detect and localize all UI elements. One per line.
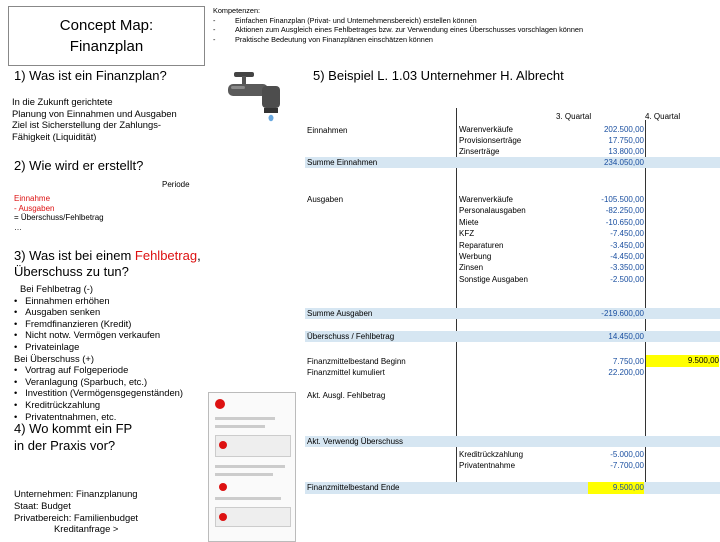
einnahmen-item: Provisionserträge bbox=[459, 136, 522, 145]
title-line1: Concept Map: bbox=[59, 17, 154, 34]
ausgaben-item: Werbung bbox=[459, 252, 492, 262]
fehl-item: • Ausgaben senken bbox=[14, 306, 101, 318]
section2-heading: 2) Wie wird er erstellt? bbox=[14, 158, 144, 173]
title-line2: Finanzplan bbox=[69, 38, 144, 55]
verwendg-value: -5.000,00 bbox=[610, 450, 644, 459]
ausgaben-value: -105.500,00 bbox=[601, 195, 644, 204]
ueberschuss-label: Überschuss / Fehlbetrag bbox=[307, 332, 395, 341]
summe-einnahmen-label: Summe Einnahmen bbox=[307, 158, 378, 167]
fehl-item: • Einnahmen erhöhen bbox=[14, 294, 110, 306]
ueber-item: • Kreditrückzahlung bbox=[14, 398, 101, 410]
faucet-icon bbox=[226, 68, 284, 122]
budget-app-screenshot bbox=[208, 392, 296, 542]
section4-line: Unternehmen: Finanzplanung bbox=[14, 488, 138, 499]
fehl-item: • Fremdfinanzieren (Kredit) bbox=[14, 317, 132, 329]
section4-link[interactable]: Kreditanfrage > bbox=[54, 523, 119, 535]
section2-formula bbox=[14, 194, 104, 232]
section4-heading bbox=[14, 420, 132, 454]
title-box bbox=[8, 6, 205, 66]
einnahmen-value: 13.800,00 bbox=[608, 147, 644, 156]
section3-heading-a: 3) Was ist bei einem bbox=[14, 248, 135, 263]
section1-text bbox=[12, 96, 177, 142]
kompetenz-item: Praktische Bedeutung von Finanzplänen einschätzen können bbox=[235, 34, 433, 44]
ueber-item: • Vortrag auf Folgeperiode bbox=[14, 364, 129, 376]
formula-line bbox=[14, 213, 104, 223]
formula-line: - Ausgaben bbox=[14, 203, 55, 213]
ueber-item: • Investition (Vermögensgegenständen) bbox=[14, 387, 184, 399]
ausgaben-values bbox=[584, 194, 644, 285]
einnahmen-item: Zinserträge bbox=[459, 147, 500, 156]
section4-line: Privatbereich: Familienbudget bbox=[14, 511, 139, 523]
col-q4-header: 4. Quartal bbox=[645, 112, 681, 121]
section3-heading-line2: Überschuss zu tun? bbox=[14, 264, 129, 279]
summe-ausgaben-label: Summe Ausgaben bbox=[307, 309, 373, 318]
ausgaben-item: Personalausgaben bbox=[459, 206, 526, 216]
ueber-item: • Privatentnahmen, etc. bbox=[14, 410, 117, 422]
col-q3-header: 3. Quartal bbox=[556, 112, 592, 121]
section5-heading: 5) Beispiel L. 1.03 Unternehmer H. Albrecht bbox=[313, 68, 564, 83]
finanzmittel-kumuliert-label: Finanzmittel kumuliert bbox=[307, 368, 385, 377]
section1-heading: 1) Was ist ein Finanzplan? bbox=[14, 68, 167, 83]
einnahmen-value: 17.750,00 bbox=[608, 136, 644, 145]
finanzmittel-beginn-value: 7.750,00 bbox=[612, 357, 644, 366]
ausgaben-value: -3.450,00 bbox=[610, 240, 644, 250]
einnahmen-label: Einnahmen bbox=[307, 126, 348, 135]
ausgaben-label: Ausgaben bbox=[307, 195, 344, 204]
verwendg-value: -7.700,00 bbox=[610, 461, 644, 470]
section4-text bbox=[14, 488, 138, 535]
formula-result: = Überschuss/Fehlbetrag bbox=[14, 213, 104, 222]
ueberschuss-value: 14.450,00 bbox=[608, 332, 644, 341]
einnahmen-items bbox=[459, 124, 521, 157]
ende-value: 9.500,00 bbox=[588, 482, 644, 494]
finanzmittel-values bbox=[584, 356, 644, 378]
section4-line: Staat: Budget bbox=[14, 499, 71, 511]
ueber-item: • Veranlagung (Sparbuch, etc.) bbox=[14, 375, 148, 387]
ausgaben-items bbox=[459, 194, 528, 285]
section1-line: In die Zukunft gerichtete bbox=[12, 96, 113, 107]
ausgaben-item: Reparaturen bbox=[459, 240, 504, 250]
ende-label: Finanzmittelbestand Ende bbox=[307, 483, 400, 492]
finanzmittel-labels bbox=[307, 356, 406, 378]
verwendg-values bbox=[584, 449, 644, 471]
formula-line: … bbox=[14, 222, 22, 232]
einnahmen-item: Warenverkäufe bbox=[459, 125, 513, 134]
section3-heading bbox=[14, 248, 201, 280]
periode-label: Periode bbox=[162, 180, 190, 189]
kompetenzen-heading: Kompetenzen: bbox=[213, 6, 261, 15]
q4-beginn-value: 9.500,00 bbox=[646, 355, 719, 367]
ausgaben-value: -2.500,00 bbox=[610, 274, 644, 284]
section3-heading-red: Fehlbetrag bbox=[134, 248, 198, 263]
ausgaben-item: Warenverkäufe bbox=[459, 195, 513, 204]
ausgaben-value: -3.350,00 bbox=[610, 263, 644, 273]
ausgaben-item: Miete bbox=[459, 217, 479, 227]
section1-line: Fähigkeit (Liquidität) bbox=[12, 130, 97, 142]
einnahmen-values bbox=[584, 124, 644, 157]
summe-ausgaben-value: -219.600,00 bbox=[601, 309, 644, 318]
section3-lists bbox=[14, 283, 183, 422]
finanzmittel-kumuliert-value: 22.200,00 bbox=[608, 368, 644, 377]
kompetenz-item: Aktionen zum Ausgleich eines Fehlbetrages bzw. zur Verwendung eines Überschusses vorschlagen können bbox=[235, 25, 584, 34]
formula-line: Einnahme bbox=[14, 194, 51, 203]
section3-heading-b: , bbox=[197, 248, 201, 263]
section4-heading-line1: 4) Wo kommt ein FP bbox=[14, 421, 133, 436]
verwendg-item: Kreditrückzahlung bbox=[459, 450, 524, 459]
fehlbetrag-title: Bei Fehlbetrag (-) bbox=[20, 283, 93, 294]
section1-line: Planung von Einnahmen und Ausgaben bbox=[12, 107, 177, 119]
kompetenz-item: Einfachen Finanzplan (Privat- und Unternehmensbereich) erstellen können bbox=[235, 15, 477, 25]
ausgaben-value: -82.250,00 bbox=[605, 206, 644, 216]
summe-einnahmen-value: 234.050,00 bbox=[603, 158, 644, 167]
verwendg-items bbox=[459, 449, 523, 471]
ausgaben-item: Sonstige Ausgaben bbox=[459, 274, 528, 284]
ausgaben-value: -10.650,00 bbox=[605, 217, 644, 227]
ausgaben-value: -4.450,00 bbox=[610, 252, 644, 262]
ausgaben-item: KFZ bbox=[459, 229, 475, 239]
kompetenzen: Kompetenzen: - Einfachen Finanzplan (Privat- und Unternehmensbereich) erstellen können - Aktionen zum Ausgleich eines Fehlbetrages bzw. zur Verwendung eines Überschusses vorschlagen können - Praktische Bedeutung von Finanzplänen einschätzen können bbox=[213, 6, 584, 44]
ausgaben-item: Zinsen bbox=[459, 263, 484, 273]
finanzmittel-beginn-label: Finanzmittelbestand Beginn bbox=[307, 357, 406, 366]
section1-line: Ziel ist Sicherstellung der Zahlungs- bbox=[12, 119, 162, 131]
akt-verwendg-label: Akt. Verwendg Überschuss bbox=[307, 437, 404, 446]
akt-ausgl-label: Akt. Ausgl. Fehlbetrag bbox=[307, 391, 386, 400]
fehl-item: • Privateinlage bbox=[14, 340, 80, 352]
ausgaben-value: -7.450,00 bbox=[610, 229, 644, 239]
einnahmen-value: 202.500,00 bbox=[603, 125, 644, 134]
app-logo-icon bbox=[215, 399, 225, 409]
ueberschuss-title: Bei Überschuss (+) bbox=[14, 352, 94, 364]
verwendg-item: Privatentnahme bbox=[459, 461, 516, 470]
fehl-item: • Nicht notw. Vermögen verkaufen bbox=[14, 329, 161, 341]
section4-heading-line2: in der Praxis vor? bbox=[14, 438, 116, 453]
